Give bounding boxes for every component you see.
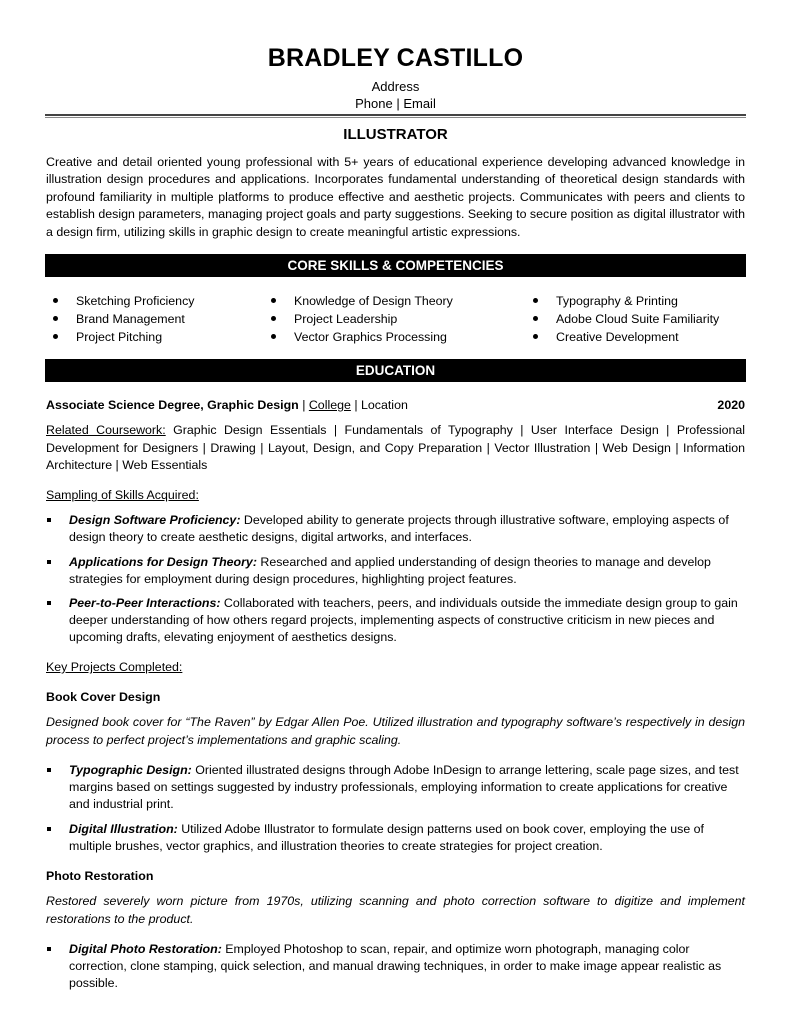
education-section-heading: EDUCATION [45, 359, 746, 382]
skills-column-2 [271, 292, 453, 346]
square-bullet-icon [47, 560, 51, 564]
degree-name: Associate Science Degree, Graphic Design [46, 398, 299, 412]
header-divider-thin [45, 117, 746, 118]
skill-item: Typography & Printing [533, 292, 719, 310]
bullet-icon [533, 298, 538, 303]
square-bullet-icon [47, 768, 51, 772]
professional-summary: Creative and detail oriented young professional with 5+ years of educational experience developing advanced knowledge in illustration design procedures and applications. Incorporates fundamental understanding of theoretical design standards with profound familiarity in multiple platforms to produce effective and aesthetic projects. Communicates with peers and clients to establish design parameters, managing project goals and party suggestions. Seeking to secure position as digital illustrator with a design firm, utilizing skills in graphic design to create meaningful artistic expressions. [46, 155, 745, 239]
project-title: Photo Restoration [46, 869, 154, 883]
header-divider [45, 114, 746, 116]
bullet-icon [271, 298, 276, 303]
job-title: ILLUSTRATOR [343, 126, 448, 143]
skill-item: Knowledge of Design Theory [271, 292, 453, 310]
acquired-skill-item: Design Software Proficiency: Developed ability to generate projects through illustrative software, employing aspects of design theory to create aesthetic designs, digital artworks, and interfaces. [46, 512, 745, 546]
skill-item: Creative Development [533, 328, 719, 346]
project-detail-item: Digital Photo Restoration: Employed Photoshop to scan, repair, and optimize worn photograph, managing color correction, clone stamping, quick selection, and manual drawing techniques, in order to make image appear realistic as possible. [46, 941, 745, 993]
related-coursework [46, 422, 745, 475]
skills-section-heading: CORE SKILLS & COMPETENCIES [45, 254, 746, 277]
key-projects-label: Key Projects Completed: [46, 660, 183, 674]
project-title: Book Cover Design [46, 690, 161, 704]
skill-item: Adobe Cloud Suite Familiarity [533, 310, 719, 328]
address-line: Address [371, 79, 420, 94]
graduation-year: 2020 [717, 398, 745, 412]
square-bullet-icon [47, 518, 51, 522]
skill-item: Project Pitching [53, 328, 194, 346]
bullet-icon [533, 316, 538, 321]
skills-column-1 [53, 292, 194, 346]
square-bullet-icon [47, 947, 51, 951]
bullet-icon [533, 334, 538, 339]
degree-line: Associate Science Degree, Graphic Design | College | Location 2020 [46, 398, 745, 412]
college-name: College [308, 398, 351, 412]
coursework-list: Graphic Design Essentials | Fundamentals of Typography | User Interface Design | Professional Development for Designers | Drawing | Layout, Design, and Copy Preparation | Vector Illustration | Web Design | Information Architecture | Web Essentials [46, 423, 745, 473]
skill-item: Brand Management [53, 310, 194, 328]
project-description: Designed book cover for “The Raven” by Edgar Allen Poe. Utilized illustration and typography software’s respectively in design process to perfect project’s implementations and graphic scaling. [46, 715, 745, 747]
candidate-name: BRADLEY CASTILLO [267, 44, 524, 72]
bullet-icon [53, 316, 58, 321]
bullet-icon [271, 316, 276, 321]
skill-item: Sketching Proficiency [53, 292, 194, 310]
acquired-skill-item: Peer-to-Peer Interactions: Collaborated with teachers, peers, and individuals outside the immediate design group to gain deeper understanding of how others regard projects, implementing aspects of constructive criticism in new pieces and upcoming drafts, elevating enjoyment of aesthetics designs. [46, 595, 745, 647]
skills-column-3 [533, 292, 719, 346]
project-detail-item: Typographic Design: Oriented illustrated designs through Adobe InDesign to arrange lettering, scale page sizes, and test margins based on settings suggested by industry professionals, employing information to create applications for creative and industrial print. [46, 762, 745, 814]
acquired-skill-item: Applications for Design Theory: Researched and applied understanding of design theories to manage and develop strategies for employment during design procedures, highlighting project features. [46, 554, 745, 588]
square-bullet-icon [47, 601, 51, 605]
phone-email-line: Phone | Email [355, 96, 436, 111]
skill-item: Project Leadership [271, 310, 453, 328]
square-bullet-icon [47, 827, 51, 831]
skill-item: Vector Graphics Processing [271, 328, 453, 346]
bullet-icon [271, 334, 276, 339]
bullet-icon [53, 298, 58, 303]
project-description: Restored severely worn picture from 1970s, utilizing scanning and photo correction software to digitize and implement restorations to the product. [46, 894, 745, 926]
bullet-icon [53, 334, 58, 339]
coursework-label: Related Coursework: [46, 423, 166, 437]
project-detail-item: Digital Illustration: Utilized Adobe Illustrator to formulate design patterns used on book cover, employing the use of multiple brushes, vector graphics, and illustration theories to create strategies for project creation. [46, 821, 745, 855]
college-location: Location [361, 398, 408, 412]
skills-acquired-label: Sampling of Skills Acquired: [46, 488, 199, 502]
